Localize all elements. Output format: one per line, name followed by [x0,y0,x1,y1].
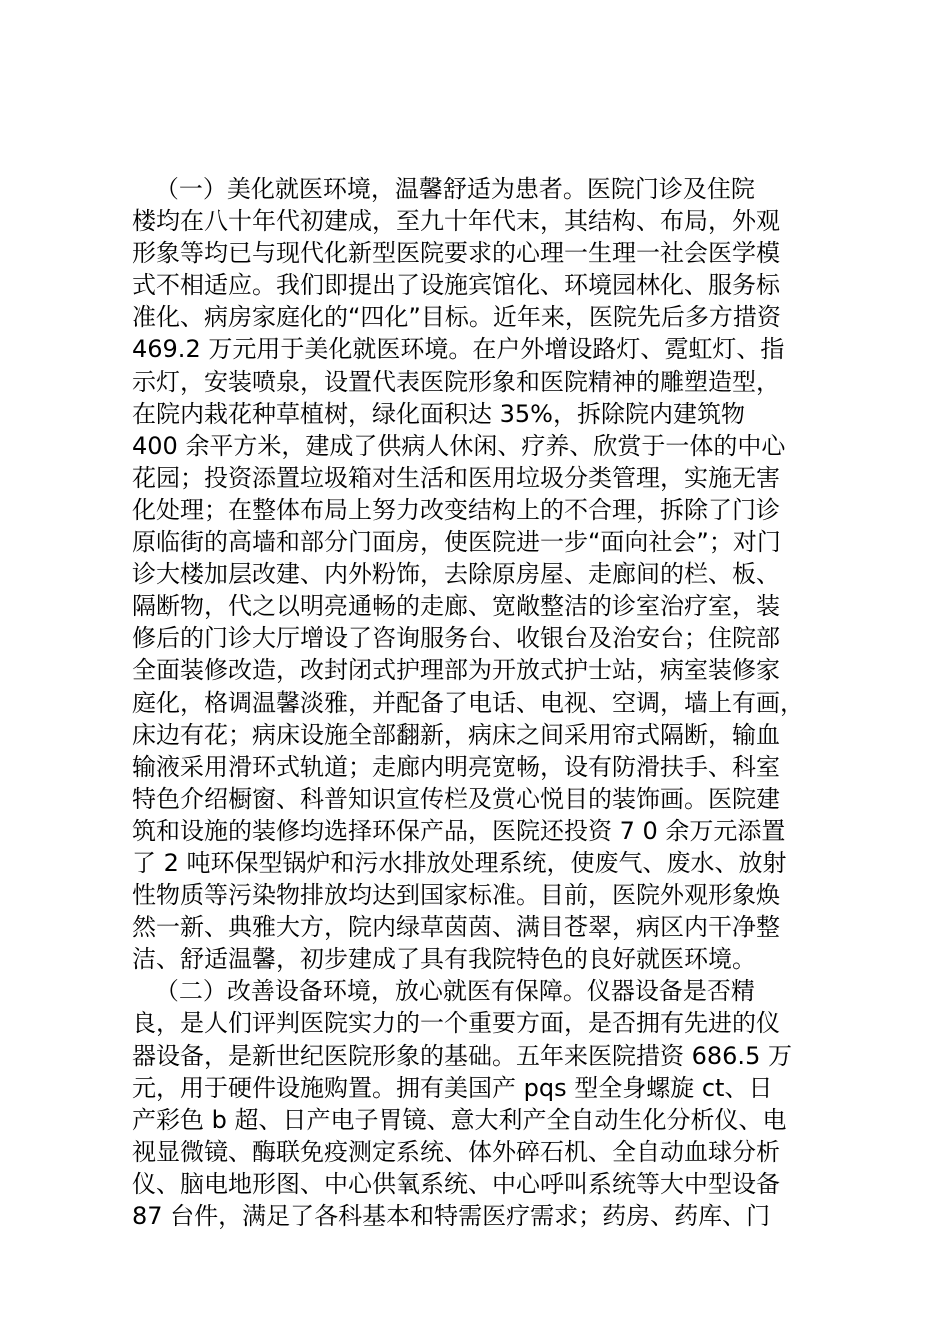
text-line: 特色介绍橱窗、科普知识宣传栏及赏心悦目的装饰画。医院建 [132,784,780,813]
text-line: 在院内栽花种草植树，绿化面积达 35%，拆除院内建筑物 [132,399,745,428]
text-line: 产彩色 b 超、日产电子胃镜、意大利产全自动生化分析仪、电 [132,1105,787,1134]
text-line: 然一新、典雅大方，院内绿草茵茵、满目苍翠，病区内干净整 [132,913,780,942]
text-line: 式不相适应。我们即提出了设施宾馆化、环境园林化、服务标 [132,271,780,300]
text-line: 全面装修改造，改封闭式护理部为开放式护士站，病室装修家 [132,656,780,685]
text-line: 原临街的高墙和部分门面房，使医院进一步“面向社会”；对门 [132,528,781,557]
text-line: 良，是人们评判医院实力的一个重要方面，是否拥有先进的仪 [132,1009,780,1038]
text-line: 469.2 万元用于美化就医环境。在户外增设路灯、霓虹灯、指 [132,335,785,364]
text-line: 楼均在八十年代初建成，至九十年代末，其结构、布局，外观 [132,207,780,236]
text-line: 87 台件，满足了各科基本和特需医疗需求；药房、药库、门 [132,1202,771,1230]
text-line: 元，用于硬件设施购置。拥有美国产 pqs 型全身螺旋 ct、日 [132,1073,773,1102]
text-line: 庭化，格调温馨淡雅，并配备了电话、电视、空调，墙上有画， [132,688,804,717]
text-line: 输液采用滑环式轨道；走廊内明亮宽畅，设有防滑扶手、科室 [132,752,780,781]
text-line: 筑和设施的装修均选择环保产品，医院还投资 7 0 余万元添置 [132,816,786,845]
text-line: 仪、脑电地形图、中心供氧系统、中心呼叫系统等大中型设备 [132,1169,780,1198]
text-line: 了 2 吨环保型锅炉和污水排放处理系统，使废气、废水、放射 [132,848,787,877]
text-line: 示灯，安装喷泉，设置代表医院形象和医院精神的雕塑造型， [132,367,780,396]
body-text [132,173,852,1232]
text-line: （二）改善设备环境，放心就医有保障。仪器设备是否精 [132,977,755,1006]
text-line: 性物质等污染物排放均达到国家标准。目前，医院外观形象焕 [132,881,780,910]
text-line: 诊大楼加层改建、内外粉饰，去除原房屋、走廊间的栏、板、 [132,560,780,589]
text-line: 床边有花；病床设施全部翻新，病床之间采用帘式隔断，输血 [132,720,780,749]
text-line: 400 余平方米，建成了供病人休闲、疗养、欣赏于一体的中心 [132,431,786,460]
text-line: 化处理；在整体布局上努力改变结构上的不合理，拆除了门诊 [132,495,780,524]
text-line: 修后的门诊大厅增设了咨询服务台、收银台及治安台；住院部 [132,624,780,653]
text-line: 器设备，是新世纪医院形象的基础。五年来医院措资 686.5 万 [132,1041,792,1070]
text-line: （一）美化就医环境，温馨舒适为患者。医院门诊及住院 [132,175,755,203]
text-line: 隔断物，代之以明亮通畅的走廊、宽敞整洁的诊室治疗室，装 [132,592,780,621]
text-line: 准化、病房家庭化的“四化”目标。近年来，医院先后多方措资 [132,303,781,332]
text-line: 形象等均已与现代化新型医院要求的心理一生理一社会医学模 [132,239,780,268]
text-line: 视显微镜、酶联免疫测定系统、体外碎石机、全自动血球分析 [132,1137,780,1166]
text-line: 花园；投资添置垃圾箱对生活和医用垃圾分类管理，实施无害 [132,463,780,492]
text-line: 洁、舒适温馨，初步建成了具有我院特色的良好就医环境。 [132,945,756,974]
